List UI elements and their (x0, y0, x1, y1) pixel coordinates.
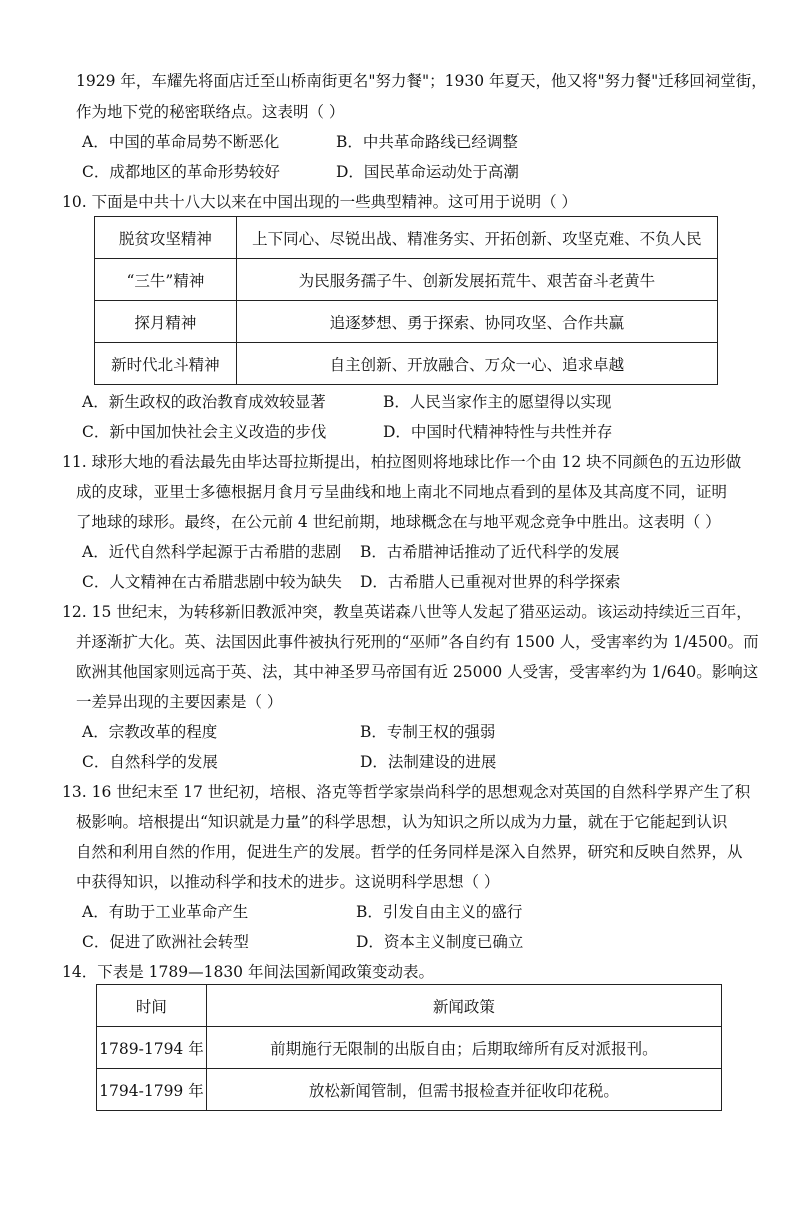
table-row (95, 217, 718, 259)
q9-option-b: B．中共革命路线已经调整 (336, 133, 518, 151)
q11-stem-line1: 11. 球形大地的看法最先由毕达哥拉斯提出，柏拉图则将地球比作一个由 12 块不同颜色的五边形做 (62, 453, 742, 471)
q9-option-c: C．成都地区的革命形势较好 (82, 163, 280, 181)
table-header-row (97, 985, 722, 1027)
q10-option-a: A．新生政权的政治教育成效较显著 (82, 393, 326, 411)
q12-option-c: C．自然科学的发展 (82, 753, 218, 771)
q13-stem-line4: 中获得知识，以推动科学和技术的进步。这说明科学思想（ ） (76, 873, 500, 891)
table-row (95, 343, 718, 385)
q11-stem-line2: 成的皮球，亚里士多德根据月食月亏呈曲线和地上南北不同地点看到的星体及其高度不同，证明 (76, 483, 728, 501)
spirit-name: “三牛”精神 (95, 259, 237, 301)
q11-option-a: A．近代自然科学起源于古希腊的悲剧 (82, 543, 342, 561)
period-cell: 1794-1799 年 (97, 1069, 207, 1111)
q14-policy-table (96, 984, 722, 1111)
q11-option-d: D．古希腊人已重视对世界的科学探索 (360, 573, 621, 591)
q12-stem-line2: 并逐渐扩大化。英、法国因此事件被执行死刑的“巫师”各自约有 1500 人，受害率约为 1/4500。而 (76, 633, 759, 651)
spirit-description: 为民服务孺子牛、创新发展拓荒牛、艰苦奋斗老黄牛 (236, 259, 717, 301)
policy-cell: 放松新闻管制，但需书报检查并征收印花税。 (206, 1069, 721, 1111)
header-time: 时间 (97, 985, 207, 1027)
spirit-name: 探月精神 (95, 301, 237, 343)
spirit-description: 上下同心、尽锐出战、精准务实、开拓创新、攻坚克难、不负人民 (236, 217, 717, 259)
spirit-name: 脱贫攻坚精神 (95, 217, 237, 259)
spirit-description: 自主创新、开放融合、万众一心、追求卓越 (236, 343, 717, 385)
table-row (97, 1027, 722, 1069)
spirit-description: 追逐梦想、勇于探索、协同攻坚、合作共赢 (236, 301, 717, 343)
table-row (97, 1069, 722, 1111)
period-cell: 1789-1794 年 (97, 1027, 207, 1069)
q13-option-c: C．促进了欧洲社会转型 (82, 933, 249, 951)
q9-stem-line2: 作为地下党的秘密联络点。这表明（ ） (76, 103, 345, 121)
policy-cell: 前期施行无限制的出版自由；后期取缔所有反对派报刊。 (206, 1027, 721, 1069)
q13-stem-line3: 自然和利用自然的作用，促进生产的发展。哲学的任务同样是深入自然界，研究和反映自然界，从 (76, 843, 743, 861)
q13-stem-line2: 极影响。培根提出“知识就是力量”的科学思想，认为知识之所以成为力量，就在于它能起到认识 (76, 813, 728, 831)
table-row (95, 259, 718, 301)
q14-stem: 14．下表是 1789—1830 年间法国新闻政策变动表。 (62, 963, 434, 981)
q10-option-b: B．人民当家作主的愿望得以实现 (383, 393, 612, 411)
q13-stem-line1: 13. 16 世纪末至 17 世纪初，培根、洛克等哲学家崇尚科学的思想观念对英国的自然科学界产生了积 (62, 783, 751, 801)
q12-option-a: A．宗教改革的程度 (82, 723, 218, 741)
spirit-name: 新时代北斗精神 (95, 343, 237, 385)
q9-option-d: D．国民革命运动处于高潮 (336, 163, 519, 181)
q13-option-b: B．引发自由主义的盛行 (356, 903, 523, 921)
q11-stem-line3: 了地球的球形。最终，在公元前 4 世纪前期，地球概念在与地平观念竞争中胜出。这表明（ ） (76, 513, 721, 531)
q11-option-c: C．人文精神在古希腊悲剧中较为缺失 (82, 573, 342, 591)
q10-option-c: C．新中国加快社会主义改造的步伐 (82, 423, 327, 441)
table-row (95, 301, 718, 343)
q12-option-d: D．法制建设的进展 (360, 753, 497, 771)
q12-stem-line4: 一差异出现的主要因素是（ ） (76, 693, 283, 711)
q11-option-b: B．古希腊神话推动了近代科学的发展 (360, 543, 620, 561)
q13-option-a: A．有助于工业革命产生 (82, 903, 249, 921)
q9-stem-line1: 1929 年，车耀先将面店迁至山桥南街更名"努力餐"；1930 年夏天，他又将"努力餐"迁移回祠堂街， (76, 72, 767, 90)
q9-option-a: A．中国的革命局势不断恶化 (82, 133, 280, 151)
q12-stem-line3: 欧洲其他国家则远高于英、法，其中神圣罗马帝国有近 25000 人受害，受害率约为 1/640。影响这 (76, 663, 759, 681)
header-policy: 新闻政策 (206, 985, 721, 1027)
q12-option-b: B．专制王权的强弱 (360, 723, 496, 741)
q10-option-d: D．中国时代精神特性与共性并存 (383, 423, 613, 441)
q10-spirit-table (94, 216, 718, 385)
q13-option-d: D．资本主义制度已确立 (356, 933, 524, 951)
q10-stem: 10. 下面是中共十八大以来在中国出现的一些典型精神。这可用于说明（ ） (62, 193, 578, 211)
q12-stem-line1: 12. 15 世纪末，为转移新旧教派冲突，教皇英诺森八世等人发起了猎巫运动。该运动持续近三百年， (62, 603, 752, 621)
